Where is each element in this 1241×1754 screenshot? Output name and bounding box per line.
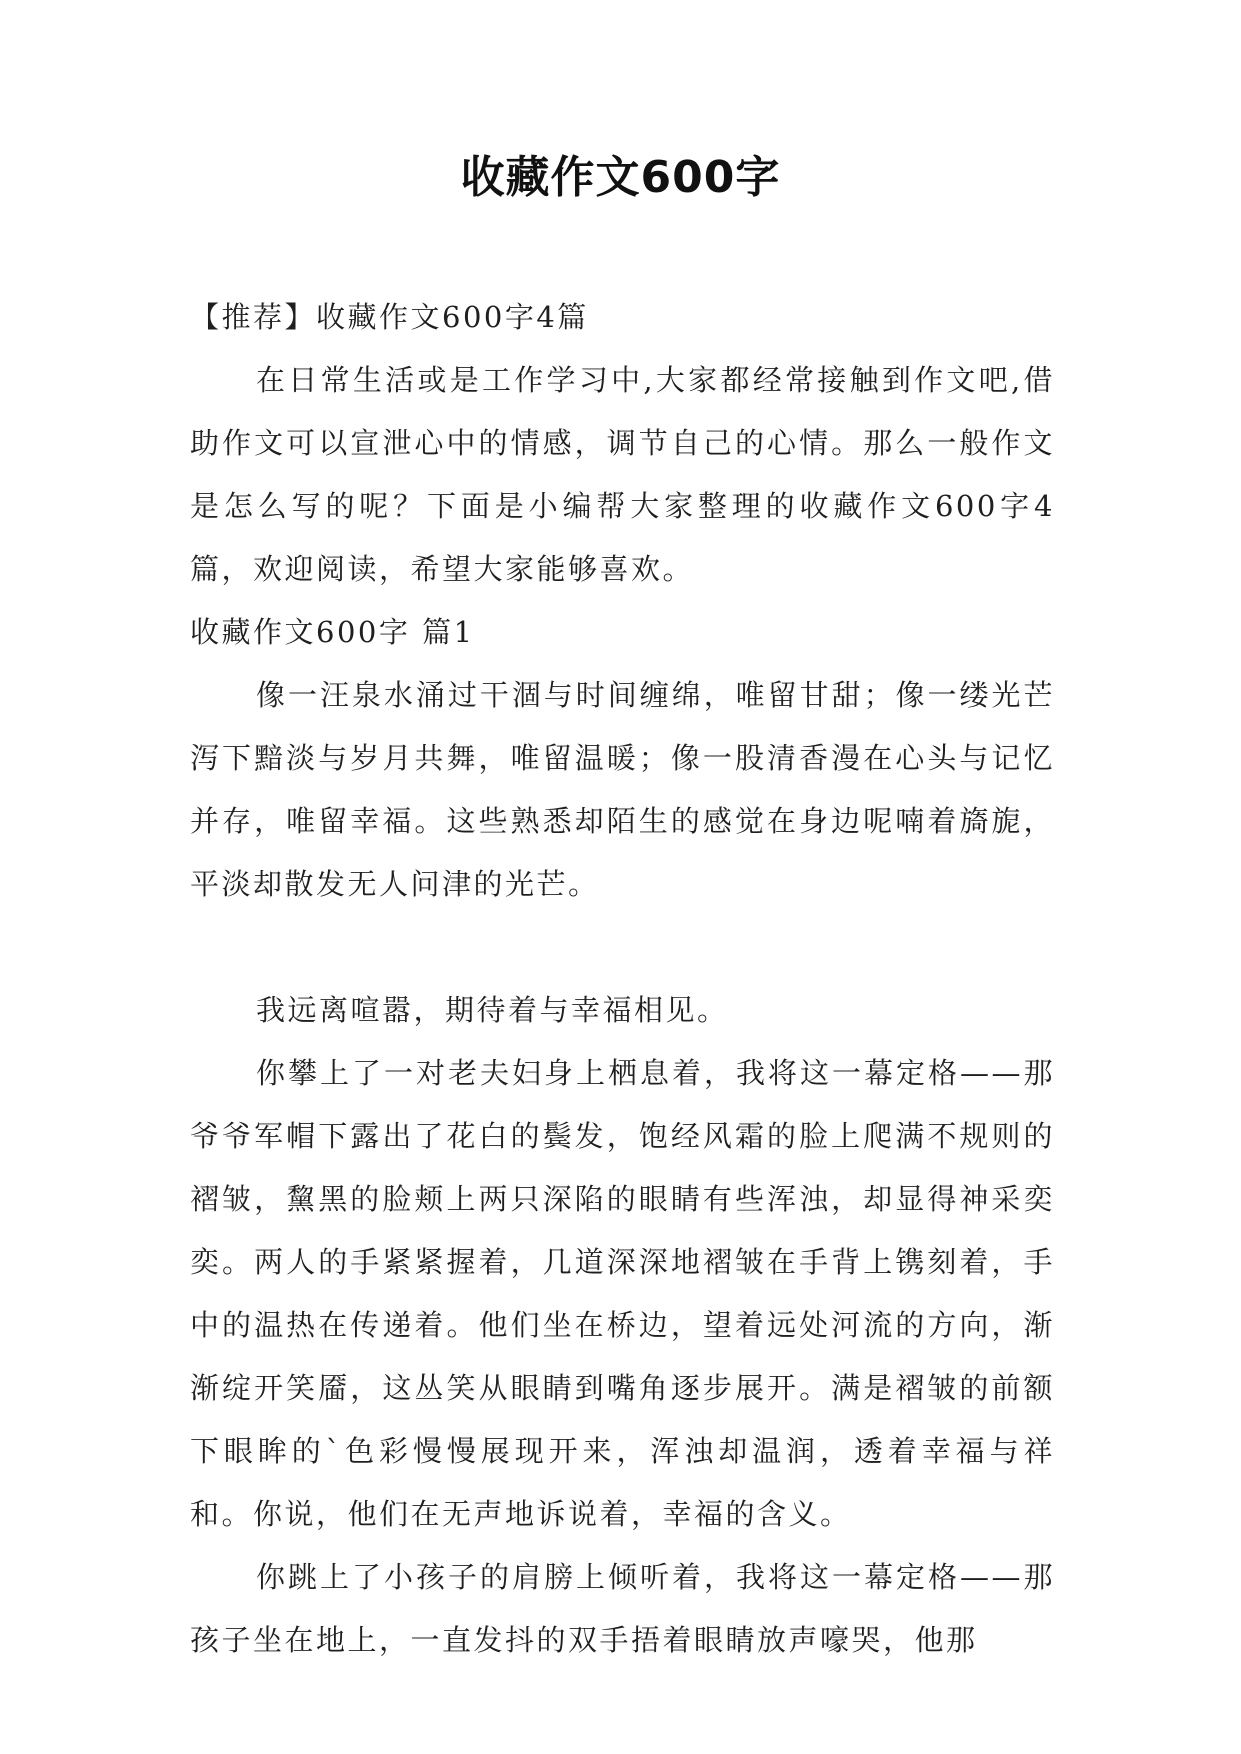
document-body bbox=[190, 286, 1055, 1672]
body-paragraph: 我远离喧嚣，期待着与幸福相见。 bbox=[256, 993, 729, 1027]
intro-paragraph: 在日常生活或是工作学习中,大家都经常接触到作文吧,借助作文可以宣泄心中的情感，调节自己的心情。那么一般作文是怎么写的呢？下面是小编帮大家整理的收藏作文600字4篇，欢迎阅读，希望大家能够喜欢。 bbox=[190, 363, 1055, 586]
document-title: 收藏作文600字 bbox=[460, 152, 781, 203]
body-paragraph: 你攀上了一对老夫妇身上栖息着，我将这一幕定格——那爷爷军帽下露出了花白的鬓发，饱经风霜的脸上爬满不规则的褶皱，黧黑的脸颊上两只深陷的眼睛有些浑浊，却显得神采奕奕。两人的手紧紧握着，几道深深地褶皱在手背上镌刻着，手中的温热在传递着。他们坐在桥边，望着远处河流的方向，渐渐绽开笑靥，这丛笑从眼睛到嘴角逐步展开。满是褶皱的前额下眼眸的`色彩慢慢展现开来，浑浊却温润，透着幸福与祥和。你说，他们在无声地诉说着，幸福的含义。 bbox=[190, 1056, 1055, 1531]
paragraph-spacer bbox=[190, 916, 1055, 979]
body-paragraph: 像一汪泉水涌过干涸与时间缠绵，唯留甘甜；像一缕光芒泻下黯淡与岁月共舞，唯留温暖；像一股清香漫在心头与记忆并存，唯留幸福。这些熟悉却陌生的感觉在身边呢喃着旖旎，平淡却散发无人问津的光芒。 bbox=[190, 678, 1055, 901]
body-paragraph: 你跳上了小孩子的肩膀上倾听着，我将这一幕定格——那孩子坐在地上，一直发抖的双手捂着眼睛放声嚎哭，他那 bbox=[190, 1560, 1055, 1657]
intro-heading: 【推荐】收藏作文600字4篇 bbox=[190, 300, 589, 334]
section-heading: 收藏作文600字 篇1 bbox=[190, 615, 475, 649]
